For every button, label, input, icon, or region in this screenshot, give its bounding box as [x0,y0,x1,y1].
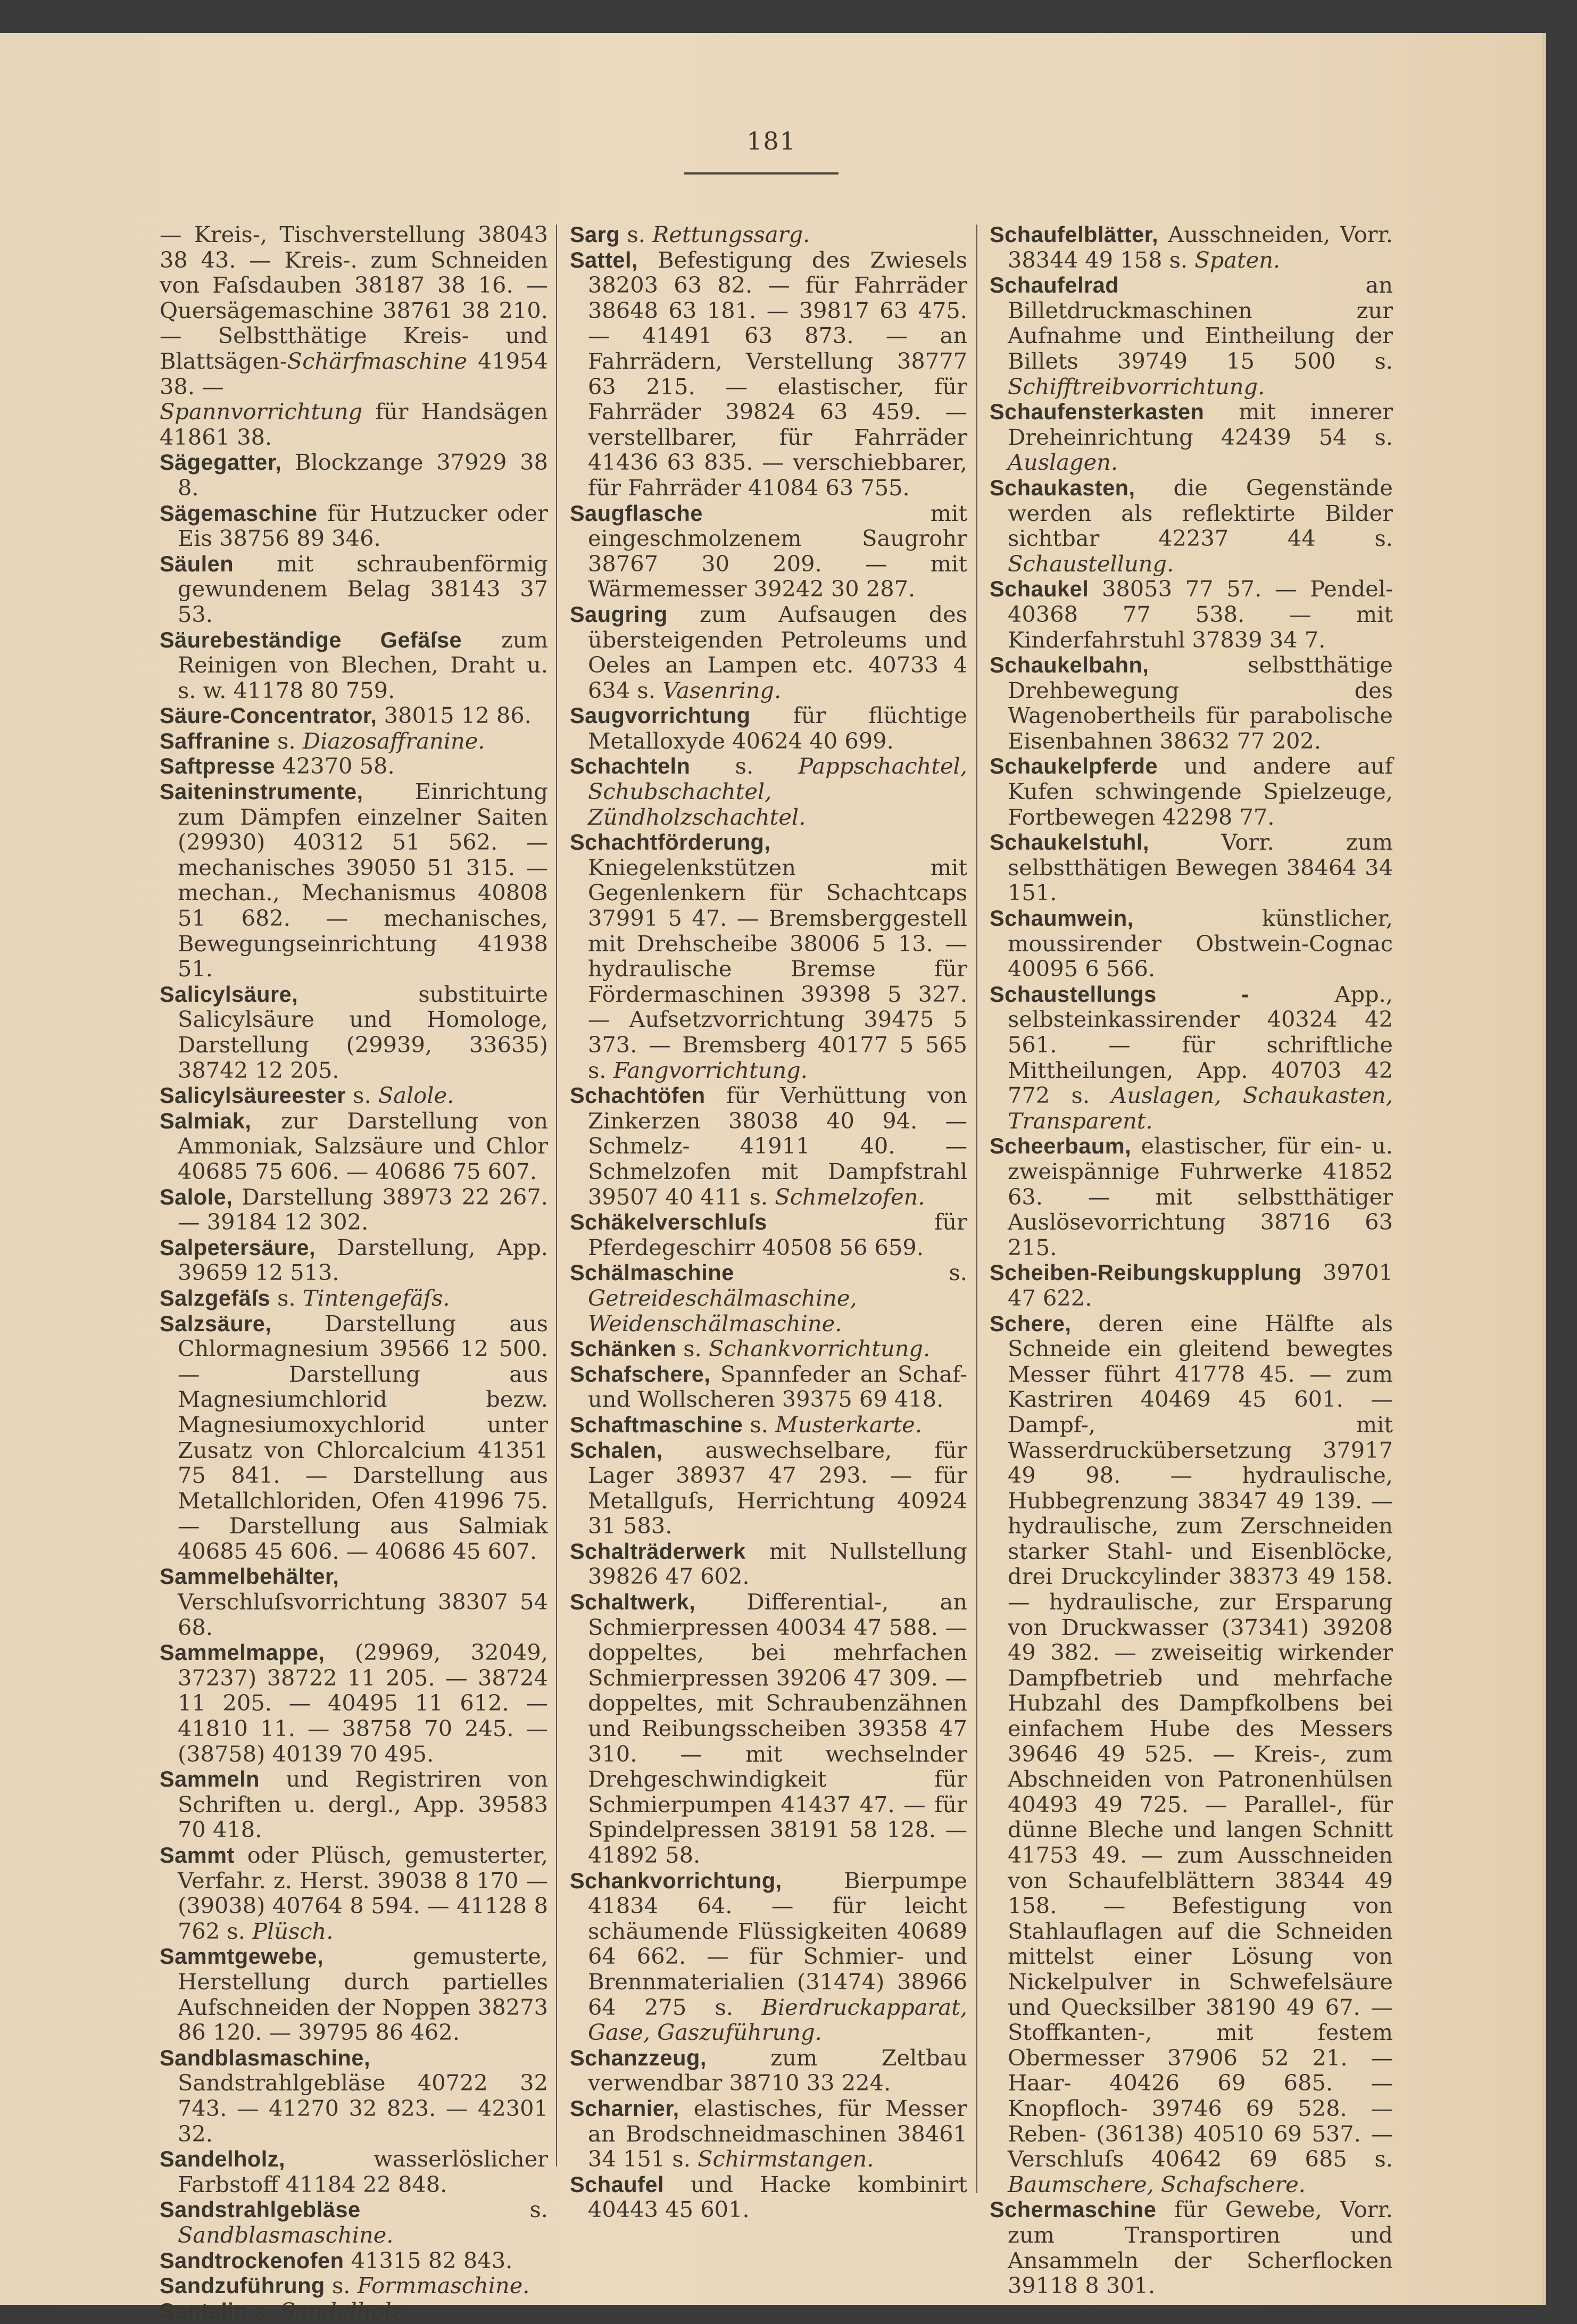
entry-headword: Sammt [160,1842,235,1868]
entry-headword: Schafschere, [570,1361,711,1387]
entry-text: an Billetdruckmaschinen zur Aufnahme und Eintheilung der Billets 39749 15 500 s. [1008,272,1393,374]
entry-headword: Scheiben-Reibungskupplung [990,1260,1302,1285]
index-entry [570,703,967,753]
entry-headword: Salicylsäure, [160,981,298,1007]
index-entry [160,1285,548,1311]
entry-text: und andere auf Kufen schwingende Spielzeuge, Fortbewegen 42298 77. [1008,753,1393,830]
entry-headword: Sandstrahlgebläse [160,2197,361,2222]
index-entry [160,1083,548,1108]
entry-text: Einrichtung zum Dämpfen einzelner Saiten (29930) 40312 51 562. — mechanisches 39050 51 315. — mechan., Mechanismus 40808 51 682. — mechanisches, Bewegungseinrichtung 41938 51. [178,778,548,982]
index-entry [160,551,548,627]
entry-headword: Schere, [990,1310,1072,1336]
index-entry [570,1438,967,1539]
index-entry [160,1564,548,1640]
entry-text: selbstthätige Drehbewegung des Wagenobertheils für parabolische Eisenbahnen 38632 77 202. [1008,652,1393,754]
index-entry [160,2298,548,2324]
entry-text: für Verhüttung von Zinkerzen 38038 40 94. — Schmelz- 41911 40. — Schmelzofen mit Dampfstrahl 39507 40 411 s. [588,1082,967,1210]
entry-text: für flüchtige Metalloxyde 40624 40 699. [588,702,967,754]
index-entry [160,779,548,982]
index-entry [990,1133,1393,1260]
entry-text: s. [676,1335,709,1362]
index-entry [570,1868,967,2045]
entry-text: deren eine Hälfte als Schneide ein gleitend bewegtes Messer führt 41778 45. — zum Kastriren 40469 45 601. — Dampf-, mit Wasserdruckübersetzung 37917 49 98. — hydraulische, Hubbegrenzung 38347 49 139. — hydraulische, zum Zerschneiden starker Stahl- und Eisenblöcke, drei Druckcylinder 38373 49 158. — hydraulische, zur Ersparung von Druckwasser (37341) 39208 49 382. — zweiseitig wirkender Dampfbetrieb und mehrfache Hubzahl des Dampfkolbens bei einfachem Hube des Messers 39646 49 525. — Kreis-, zum Abschneiden von Patronenhülsen 40493 49 725. — Parallel-, für dünne Bleche und langen Schnitt 41753 49. — zum Ausschneiden von Schaufelblättern 38344 49 158. — Befestigung von Stahlauflagen auf die Schneiden mittelst einer Lösung von Nickelpulver in Schwefelsäure und Quecksilber 38190 49 67. — Stoffkanten-, mit festem Obermesser 37906 52 21. — Haar- 40426 69 685. — Knopfloch- 39746 69 528. — Reben- (36138) 40510 69 537. — Verschluſs 40642 69 685 s. [1008,1310,1393,2172]
index-entry [570,1209,967,1260]
entry-headword: Saftpresse [160,753,276,779]
entry-text: Darstellung, App. 39659 12 513. [178,1234,548,1286]
entry-headword: Säulen [160,551,234,576]
entry-headword: Sarg [570,222,620,247]
header-rule [684,172,839,175]
index-entry [160,1640,548,1766]
index-entry [570,753,967,829]
entry-headword: Sägegatter, [160,450,282,475]
entry-cross-reference: Diazosaffranine. [302,727,485,754]
index-column-3 [990,222,1393,2298]
index-entry [990,2197,1393,2298]
entry-headword: Saugflasche [570,500,703,526]
page-edge [1542,33,1546,2305]
entry-text: mit eingeschmolzenem Saugrohr 38767 30 209. — mit Wärmemesser 39242 30 287. [588,500,967,602]
entry-text: auswechselbare, für Lager 38937 47 293. — für Metallguſs, Herrichtung 40924 31 583. [588,1437,967,1539]
entry-text: künstlicher, moussirender Obstwein-Cognac 40095 6 566. [1008,905,1393,982]
entry-headword: Schänken [570,1336,677,1362]
index-entry [990,222,1393,272]
index-column-1 [160,222,548,2323]
entry-cross-reference: Getreideschälmaschine, Weidenschälmaschine. [588,1284,857,1337]
entry-cross-reference: Sandelholz. [280,2297,410,2324]
entry-headword: Säure-Concentrator, [160,703,377,728]
entry-headword: Schermaschine [990,2197,1157,2222]
entry-cross-reference: Schmelzofen. [775,1183,925,1210]
entry-text: zum Reinigen von Blechen, Draht u. s. w. 41178 80 759. [178,626,548,703]
scanned-page [0,33,1543,2324]
entry-headword: Saffranine [160,728,270,753]
index-entry [570,2172,967,2222]
entry-text: s. [690,753,799,779]
entry-text: Blockzange 37929 38 8. [178,449,548,501]
entry-headword: Sandblasmaschine, [160,2045,370,2070]
entry-cross-reference: Schirmstangen. [698,2146,874,2172]
entry-headword: Schaumwein, [990,906,1134,931]
entry-headword: Säurebeständige Gefäſse [160,627,462,652]
entry-text: Darstellung 38973 22 267. — 39184 12 302. [178,1183,548,1235]
entry-cross-reference: Sandblasmaschine. [178,2221,394,2248]
entry-headword: Scheerbaum, [990,1133,1132,1159]
entry-text: 42370 58. [275,753,395,779]
page-number: 181 [746,127,796,155]
entry-text: Ausschneiden, Vorr. 38344 49 158 s. [1008,221,1393,273]
entry-headword: Santalin [160,2298,248,2323]
entry-cross-reference: Schaustellung. [1008,550,1174,577]
entry-text: mit schraubenförmig gewundenem Belag 38143 37 53. [178,550,548,627]
entry-cross-reference: Salole. [378,1082,454,1109]
entry-headword: Sammelbehälter, [160,1564,339,1589]
entry-text: für Gewebe, Vorr. zum Transportiren und Ansammeln der Scherflocken 39118 8 301. [1008,2196,1393,2299]
entry-text: Bierpumpe 41834 64. — für leicht schäumende Flüssigkeiten 40689 64 662. — für Schmier- und Brennmaterialien (31474) 38966 64 275 s. [588,1867,967,2020]
entry-headword: Schaltwerk, [570,1589,696,1615]
entry-headword: Schaufensterkasten [990,399,1205,425]
entry-headword: Schaufelrad [990,272,1119,298]
entry-headword: Saugvorrichtung [570,703,751,728]
entry-text: für Pferdegeschirr 40508 56 659. [588,1209,967,1260]
entry-headword: Schachteln [570,753,691,779]
index-entry [160,1944,548,2045]
entry-headword: Sammtgewebe, [160,1944,324,1969]
index-entry [570,829,967,1083]
entry-headword: Sägemaschine [160,500,318,526]
entry-text: (29969, 32049, 37237) 38722 11 205. — 38724 11 205. — 40495 11 612. — 41810 11. — 38758 70 245. — (38758) 40139 70 495. [178,1639,548,1767]
index-entry [570,602,967,703]
entry-text: Differential-, an Schmierpressen 40034 47 588. — doppeltes, bei mehrfachen Schmierpressen 39206 47 309. — doppeltes, mit Schraubenzähnen und Reibungsscheiben 39358 47 310. — mit wechselnder Drehgeschwindigkeit für Schmierpumpen 41437 47. — für Spindelpressen 38191 58 128. — 41892 58. [588,1589,967,1868]
index-entry [570,1412,967,1438]
entry-text: elastischer, für ein- u. zweispännige Fuhrwerke 41852 63. — mit selbstthätiger Auslösevorrichtung 38716 63 215. [1008,1133,1393,1260]
index-entry [160,2146,548,2197]
index-entry [160,1108,548,1184]
index-entry [160,2248,548,2273]
entry-cross-reference: Spaten. [1194,246,1281,273]
entry-headword: Salicylsäureester [160,1083,346,1108]
index-entry [160,1766,548,1842]
entry-text: Verschluſsvorrichtung 38307 54 68. [178,1589,548,1640]
index-entry [160,1235,548,1285]
entry-text: — Kreis-, Tischverstellung 38043 38 43. — Kreis-. zum Schneiden von Faſsdauben 38187 38 16. — Quersägemaschine 38761 38 210. — Selbstthätige Kreis- und Blattsägen- [160,221,548,374]
index-entry [570,2096,967,2172]
entry-text: s. [734,1259,967,1286]
entry-cross-reference: Pappschachtel, Schubschachtel, Zündholzschachtel. [588,753,967,830]
index-entry [160,703,548,728]
index-column-2 [570,222,967,2222]
entry-text: s. [360,2196,548,2223]
column-divider [976,225,977,2193]
entry-cross-reference: Rettungssarg. [652,221,810,247]
entry-headword: Schaufelblätter, [990,222,1159,247]
index-entry [160,450,548,500]
entry-text: Sandstrahlgebläse 40722 32 743. — 41270 32 823. — 42301 32. [178,2070,548,2147]
index-entry [990,829,1393,906]
entry-text: gemusterte, Herstellung durch partielles Aufschneiden der Noppen 38273 86 120. — 39795 86 462. [178,1943,548,2046]
index-entry [990,576,1393,652]
entry-headword: Salzgefäſs [160,1285,270,1310]
entry-headword: Saugring [570,601,668,627]
entry-text: substituirte Salicylsäure und Homologe, Darstellung (29939, 33635) 38742 12 205. [178,981,548,1083]
index-entry [990,399,1393,475]
entry-cross-reference: Plüsch. [252,1918,334,1944]
entry-cross-reference: Tintengefäſs. [302,1284,450,1311]
entry-headword: Schaukelbahn, [990,652,1149,678]
entry-cross-reference: Vasenring. [662,677,782,703]
entry-cross-reference: Baumschere, Schafschere. [1008,2171,1306,2197]
index-entry [160,753,548,779]
entry-text: zum Zeltbau verwendbar 38710 33 224. [588,2044,967,2096]
entry-text: 41315 82 843. [344,2247,513,2273]
index-entry [160,1842,548,1944]
entry-text: s. [325,2272,358,2299]
entry-text: die Gegenstände werden als reflektirte Bilder sichtbar 42237 44 s. [1008,474,1393,552]
entry-headword: Schaftmaschine [570,1412,743,1437]
index-entry [990,475,1393,576]
entry-cross-reference: Schifftreibvorrichtung. [1008,373,1265,400]
entry-text: Vorr. zum selbstthätigen Bewegen 38464 34 151. [1008,829,1393,906]
entry-headword: Schaukelpferde [990,753,1158,779]
index-entry [160,2197,548,2247]
entry-text: zum Aufsaugen des übersteigenden Petroleums und Oeles an Lampen etc. 40733 4 634 s. [588,601,967,703]
entry-headword: Schalen, [570,1437,663,1463]
entry-headword: Salzsäure, [160,1310,272,1336]
column-divider [556,225,557,2167]
entry-text: wasserlöslicher Farbstoff 41184 22 848. [178,2146,548,2197]
entry-headword: Schankvorrichtung, [570,1868,782,1893]
entry-text: und Hacke kombinirt 40443 45 601. [588,2171,967,2223]
entry-text: s. [620,221,653,247]
index-entry [160,627,548,703]
index-entry [160,399,548,450]
entry-headword: Schaufel [570,2171,664,2197]
entry-text: App., selbsteinkassirender 40324 42 561. — für schriftliche Mittheilungen, App. 40703 42 772 s. [1008,981,1393,1109]
entry-headword: Schaukelstuhl, [990,829,1149,855]
entry-text: s. [743,1411,776,1438]
index-entry [160,1311,548,1564]
index-entry [990,906,1393,982]
index-entry [160,501,548,551]
entry-cross-reference: Auslagen, Schaukasten, Transparent. [1008,1082,1393,1134]
entry-headword: Salole, [160,1184,233,1209]
entry-headword: Schalträderwerk [570,1538,746,1564]
entry-text: 39701 47 622. [1008,1259,1393,1311]
entry-headword: Sandzuführung [160,2273,325,2298]
index-entry [990,652,1393,753]
entry-headword: Sandtrockenofen [160,2247,344,2273]
entry-headword: Schaukasten, [990,475,1135,500]
entry-cross-reference: Fangvorrichtung. [613,1057,808,1083]
entry-text: s. [270,727,303,754]
entry-headword: Sammeln [160,1766,260,1792]
entry-cross-reference: Musterkarte. [775,1411,922,1438]
index-entry [570,501,967,602]
entry-text: s. [247,2297,280,2324]
entry-cross-reference: Bierdruckapparat, Gase, Gaszuführung. [588,1994,967,2046]
entry-headword: Saiteninstrumente, [160,779,363,804]
index-entry [570,222,967,247]
entry-cross-reference: Spannvorrichtung [160,399,363,425]
entry-text: Befestigung des Zwiesels 38203 63 82. — für Fahrräder 38648 63 181. — 39817 63 475. — 41491 63 873. — an Fahrrädern, Verstellung 38777 63 215. — elastischer, für Fahrräder 39824 63 459. — verstellbarer, für Fahrräder 41436 63 835. — verschiebbarer, für Fahrräder 41084 63 755. [588,246,967,501]
entry-headword: Schanzzeug, [570,2045,707,2070]
entry-text: für Hutzucker oder Eis 38756 89 346. [178,500,548,552]
entry-text: oder Plüsch, gemusterter, Verfahr. z. Herst. 39038 8 170 — (39038) 40764 8 594. — 41128 8 762 s. [178,1842,548,1944]
index-entry [570,1589,967,1868]
index-entry [160,728,548,754]
entry-text: 38053 77 57. — Pendel- 40368 77 538. — mit Kinderfahrstuhl 37839 34 7. [1008,576,1393,653]
entry-cross-reference: Formmaschine. [357,2272,530,2299]
entry-headword: Sammelmappe, [160,1640,325,1665]
index-entry [160,2045,548,2146]
entry-headword: Schälmaschine [570,1260,734,1285]
entry-text: Kniegelenkstützen mit Gegenlenkern für Schachtcaps 37991 5 47. — Bremsberggestell mit Drehscheibe 38006 5 13. — hydraulische Bremse für Fördermaschinen 39398 5 327. — Aufsetzvorrichtung 39475 5 373. — Bremsberg 40177 5 565 s. [588,854,967,1083]
index-entry [570,1260,967,1336]
entry-text: mit Nullstellung 39826 47 602. [588,1538,967,1590]
index-entry [160,2273,548,2298]
entry-headword: Sattel, [570,247,638,272]
index-entry [990,753,1393,829]
entry-text: zur Darstellung von Ammoniak, Salzsäure und Chlor 40685 75 606. — 40686 75 607. [178,1107,548,1184]
index-entry [990,1311,1393,2197]
entry-headword: Schaustellungs - [990,981,1249,1007]
index-entry [990,1260,1393,1310]
index-entry [570,1362,967,1412]
entry-headword: Schaukel [990,576,1089,602]
entry-headword: Schachtöfen [570,1083,706,1108]
index-entry [990,982,1393,1134]
index-entry [570,247,967,501]
entry-headword: Scharnier, [570,2095,679,2121]
entry-headword: Schachtförderung, [570,829,771,855]
index-entry [160,982,548,1083]
entry-headword: Salmiak, [160,1108,252,1133]
entry-text: 38015 12 86. [377,702,532,729]
entry-text: s. [345,1082,378,1109]
entry-cross-reference: Auslagen. [1008,449,1118,476]
index-entry [570,1083,967,1209]
entry-text: für Handsägen 41861 38. [160,399,548,450]
entry-headword: Schäkelverschluſs [570,1209,767,1235]
entry-cross-reference: Schärfmaschine [287,347,468,374]
entry-headword: Sandelholz, [160,2146,286,2172]
entry-text: und Registriren von Schriften u. dergl., App. 39583 70 418. [178,1766,548,1843]
entry-text: Spannfeder an Schaf- und Wollscheren 39375 69 418. [588,1360,967,1413]
index-entry [570,1539,967,1589]
index-entry [160,222,548,399]
entry-text: s. [270,1284,303,1311]
entry-text: elastisches, für Messer an Brodschneidmaschinen 38461 34 151 s. [588,2095,967,2172]
entry-text: 41954 38. — [160,347,548,400]
index-entry [570,1336,967,1362]
entry-text: mit innerer Dreheinrichtung 42439 54 s. [1008,399,1393,450]
entry-headword: Salpetersäure, [160,1234,316,1260]
index-entry [570,2045,967,2096]
entry-cross-reference: Schankvorrichtung. [708,1335,931,1362]
entry-text: Darstellung aus Chlormagnesium 39566 12 500. — Darstellung aus Magnesiumchlorid bezw. Magnesiumoxychlorid unter Zusatz von Chlorcalcium 41351 75 841. — Darstellung aus Metallchloriden, Ofen 41996 75. — Darstellung aus Salmiak 40685 45 606. — 40686 45 607. [178,1310,548,1564]
index-entry [990,272,1393,399]
index-entry [160,1184,548,1235]
